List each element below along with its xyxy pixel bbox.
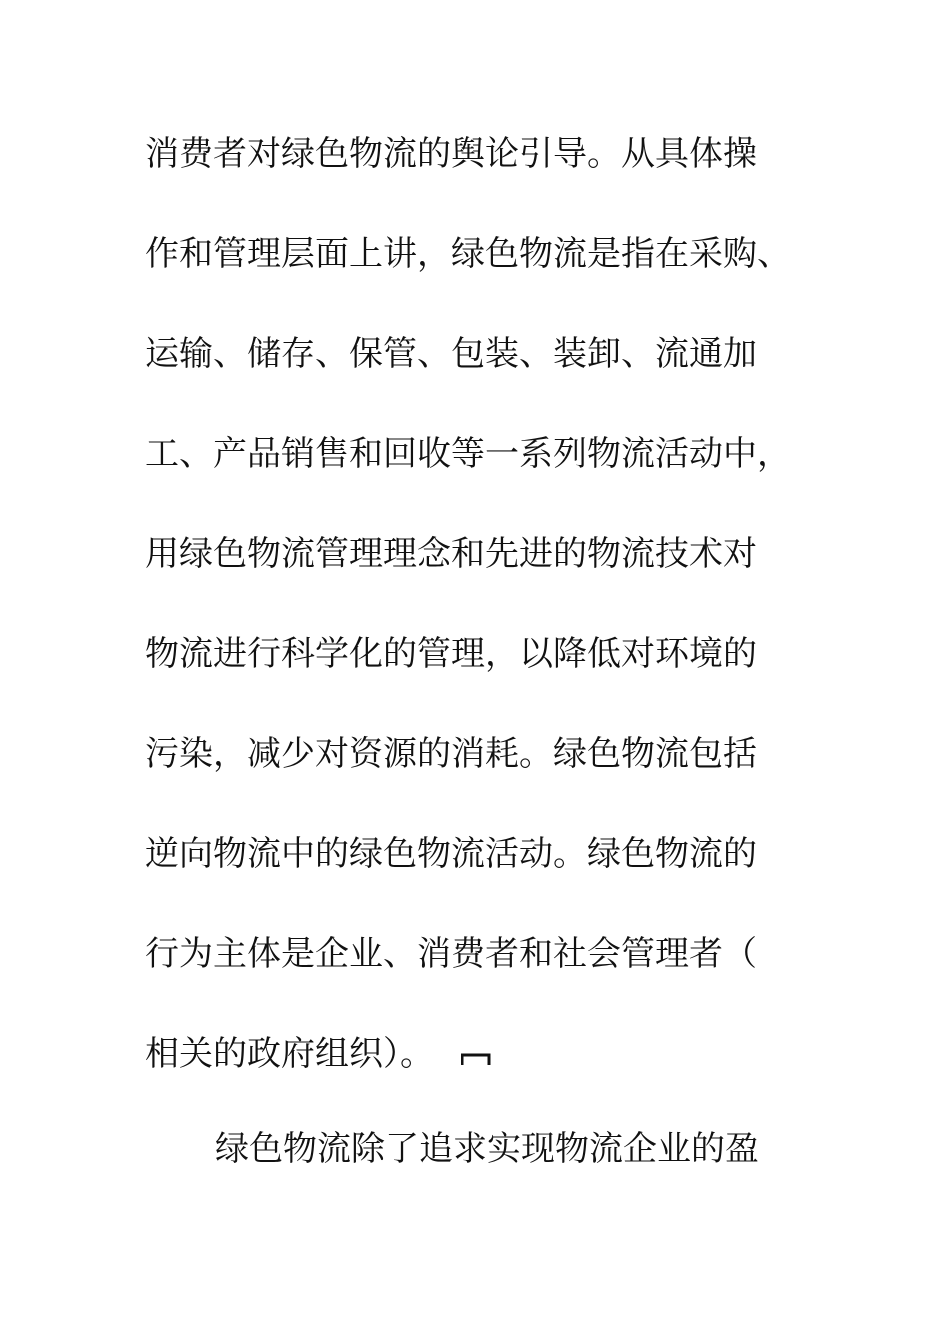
paragraph-line-4: 工、产品销售和回收等一系列物流活动中，: [145, 434, 791, 474]
paragraph-line-5: 用绿色物流管理理念和先进的物流技术对: [145, 534, 757, 574]
paragraph-line-3: 运输、储存、保管、包装、装卸、流通加: [145, 334, 757, 374]
paragraph-line-6: 物流进行科学化的管理，以降低对环境的: [145, 634, 757, 674]
paragraph-line-1: 消费者对绿色物流的舆论引导。从具体操: [145, 134, 757, 174]
paragraph-line-8: 逆向物流中的绿色物流活动。绿色物流的: [145, 834, 757, 874]
paragraph-line-2: 作和管理层面上讲，绿色物流是指在采购、: [145, 234, 791, 274]
next-paragraph-line-1: 绿色物流除了追求实现物流企业的盈: [215, 1129, 759, 1169]
paragraph-line-9: 行为主体是企业、消费者和社会管理者（: [145, 934, 757, 974]
paragraph-line-10: 相关的政府组织）。: [145, 1034, 434, 1074]
paragraph-line-7: 污染，减少对资源的消耗。绿色物流包括: [145, 734, 757, 774]
stray-mark-icon: [461, 1052, 491, 1066]
